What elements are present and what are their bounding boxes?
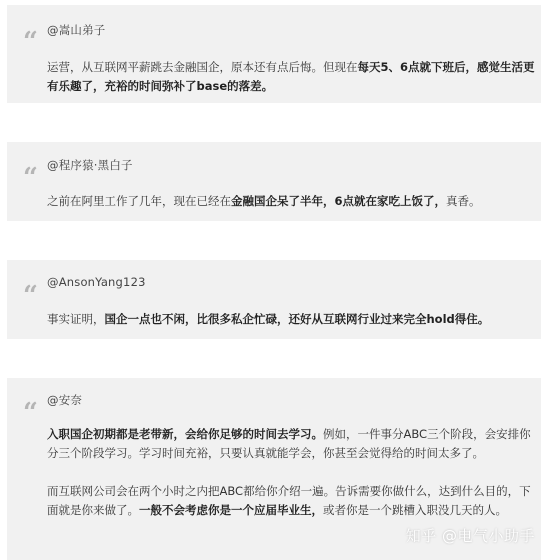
comment-text-segment: 例如，一件事分ABC三个阶段，会安排你分三个阶段学习。学习时间充裕，只要认真就能学会，你甚至会觉得给的时间太多了。 — [47, 427, 531, 460]
comment-paragraph — [47, 192, 535, 211]
comment-text-segment: 或者你是一个跳槽入职没几天的人。 — [323, 503, 507, 517]
comment-text-segment: 而互联网公司会在两个小时之内把ABC都给你介绍一遍。告诉需要你做什么，达到什么目的，下面就是你来做了。 — [47, 484, 531, 517]
zhihu-watermark: 知乎 @电气小助手 — [405, 527, 535, 545]
comment-paragraph — [47, 425, 535, 463]
comment-text — [47, 58, 535, 96]
comment-card — [7, 5, 541, 103]
comment-text-segment: 真香。 — [446, 194, 481, 208]
comment-text-segment: 事实证明， — [47, 312, 105, 326]
comment-paragraph — [47, 482, 535, 520]
comment-author: @嵩山弟子 — [47, 23, 106, 37]
comment-text-emphasis: 入职国企初期都是老带新，会给你足够的时间去学习。 — [47, 427, 323, 441]
comment-text — [47, 192, 535, 211]
comment-text-emphasis: 一般不会考虑你是一个应届毕业生， — [139, 503, 323, 517]
comment-text-emphasis: 金融国企呆了半年，6点就在家吃上饭了， — [231, 194, 446, 208]
quote-icon: “ — [23, 281, 38, 311]
comment-paragraph — [47, 58, 535, 96]
comment-author: @AnsonYang123 — [47, 275, 146, 289]
comment-card — [7, 142, 541, 221]
comment-text-emphasis: 国企一点也不闲，比很多私企忙碌，还好从互联网行业过来完全hold得住。 — [104, 312, 490, 326]
comment-author: @程序猿·黑白子 — [47, 158, 133, 172]
comment-text-segment: 之前在阿里工作了几年，现在已经在 — [47, 194, 231, 208]
comment-text — [47, 425, 535, 520]
comment-text — [47, 310, 535, 329]
comment-paragraph — [47, 310, 535, 329]
comment-card — [7, 260, 541, 339]
quote-icon: “ — [23, 398, 38, 428]
quote-icon: “ — [23, 27, 38, 57]
comment-author: @安奈 — [47, 393, 83, 407]
comment-text-segment: 运营，从互联网平薪跳去金融国企，原本还有点后悔。但现在 — [47, 60, 358, 74]
quote-icon: “ — [23, 163, 38, 193]
comment-text-emphasis: 每天5、6点就下班后，感觉生活更有乐趣了，充裕的时间弥补了base的落差。 — [47, 60, 535, 93]
